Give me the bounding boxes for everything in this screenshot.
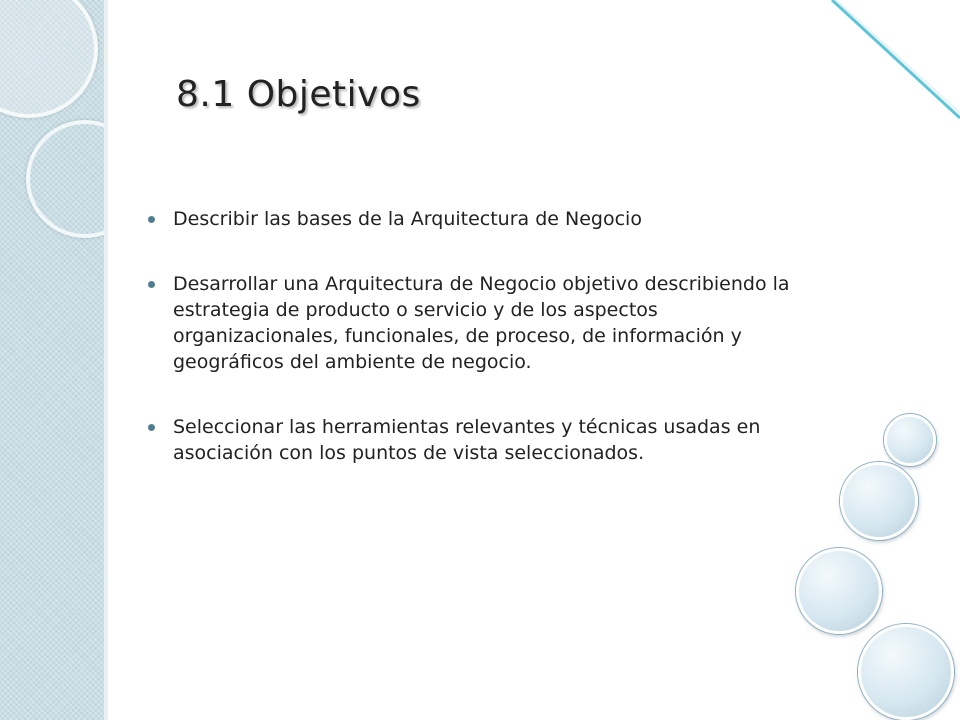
bullet-list [148, 206, 828, 505]
bullet-item [148, 206, 828, 232]
bullet-text: Describir las bases de la Arquitectura de Negocio [173, 208, 642, 230]
bullet-dot-icon [148, 281, 155, 288]
bullet-text: Desarrollar una Arquitectura de Negocio objetivo describiendo la estrategia de producto o servicio y de los aspectos organizacionales, funcionales, de proceso, de información y geográficos del ambiente de negocio. [173, 273, 790, 373]
bullet-text: Seleccionar las herramientas relevantes y técnicas usadas en asociación con los puntos de vista seleccionados. [173, 416, 761, 464]
decorative-bubble-large [796, 548, 882, 634]
decorative-bubble-medium [840, 462, 918, 540]
decorative-bubble-small [884, 414, 936, 466]
decorative-ring-top [0, 0, 98, 118]
decorative-bubble-xlarge [858, 624, 954, 720]
accent-line-shadow [836, 0, 960, 113]
slide-title: 8.1 Objetivos [176, 74, 421, 115]
bullet-item [148, 414, 828, 466]
bullet-dot-icon [148, 216, 155, 223]
accent-line [832, 0, 960, 118]
left-decorative-band [0, 0, 105, 720]
decorative-ring-middle [26, 120, 105, 238]
bullet-dot-icon [148, 424, 155, 431]
bullet-item [148, 271, 828, 375]
band-edge-stripe [104, 0, 108, 720]
